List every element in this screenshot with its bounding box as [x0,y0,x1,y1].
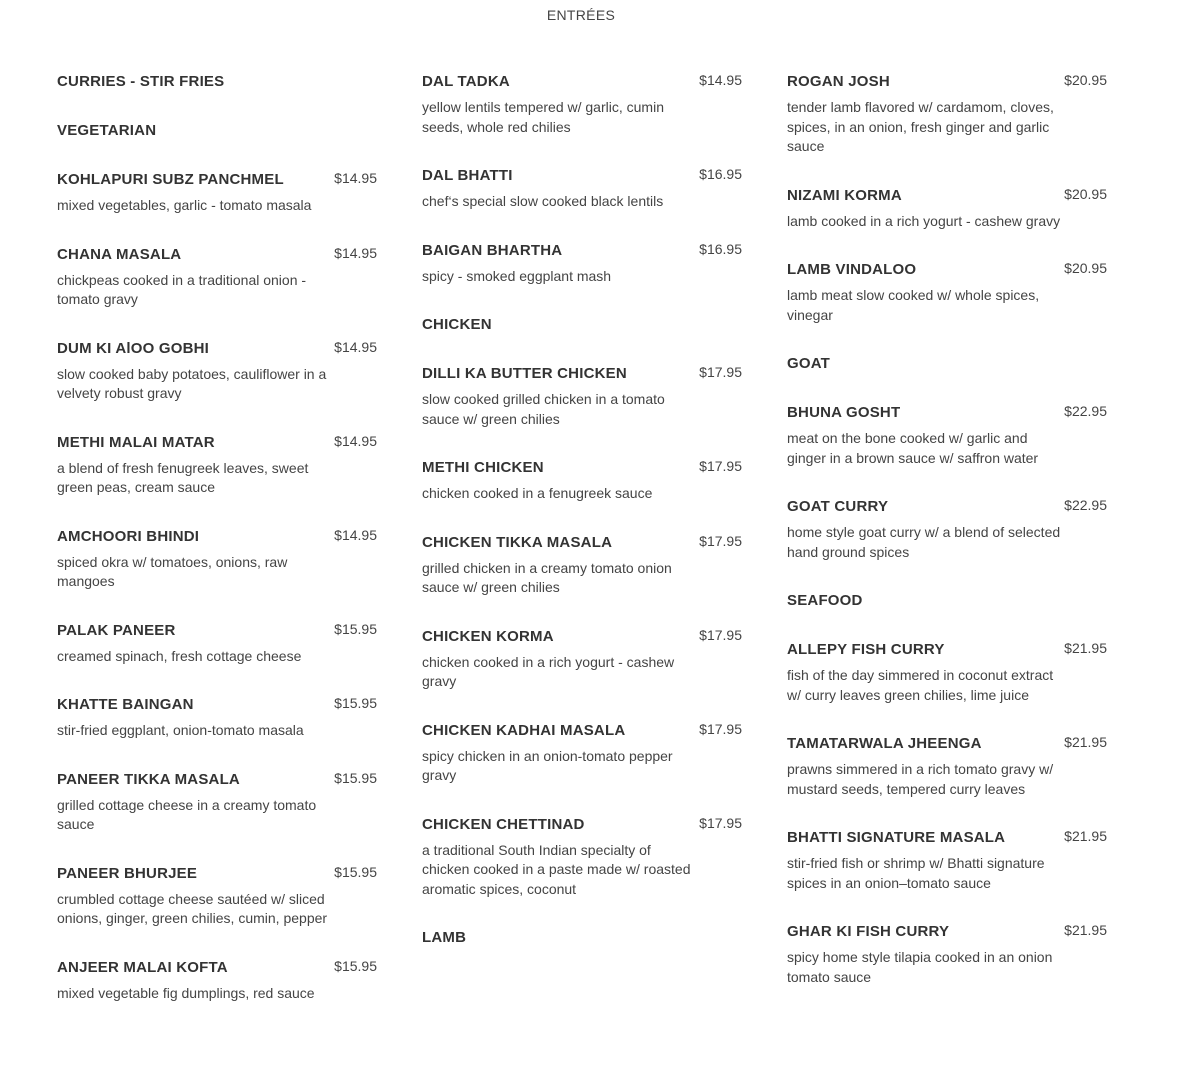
menu-item-header [422,241,742,261]
menu-item [422,627,742,692]
menu-item [422,533,742,598]
menu-item [57,695,377,741]
menu-item-description: mixed vegetables, garlic - tomato masala [57,197,312,213]
menu-item-price: $17.95 [699,364,742,380]
menu-item-price: $14.95 [334,170,377,186]
menu-item-description: creamed spinach, fresh cottage cheese [57,647,302,664]
menu-item [787,72,1107,157]
section-heading: CURRIES - STIR FRIES [57,73,225,90]
menu-item-description: crumbled cottage cheese sautéed w/ sliced onions, ginger, green chilies, cumin, pepper [57,890,328,926]
menu-item-description: home style goat curry w/ a blend of selected hand ground spices [787,524,1061,560]
menu-item-header [422,364,742,384]
section-heading: CHICKEN [422,316,492,333]
menu-item-header [422,458,742,478]
menu-item-name: DAL TADKA [422,73,510,90]
menu-item-description: a traditional South Indian specialty of chicken cooked in a paste made w/ roasted aromatic spices, coconut [422,841,691,897]
menu-item [57,958,377,1004]
menu-item-price: $14.95 [334,338,377,355]
menu-item [422,815,742,900]
menu-item-name: ALLEPY FISH CURRY [787,641,945,658]
menu-item-price: $15.95 [334,769,377,786]
menu-item-header [57,170,377,190]
menu-item [787,734,1107,799]
menu-item-price: $20.95 [1064,185,1107,202]
menu-item [57,339,377,404]
menu-item-name: METHI MALAI MATAR [57,433,215,451]
menu-item-name: DUM KI AlOO GOBHI [57,339,210,357]
menu-item-description: grilled chicken in a creamy tomato onion sauce w/ green chilies [422,559,672,595]
menu-item [57,621,377,667]
menu-item-price: $20.95 [1064,72,1107,88]
menu-item-description: spicy - smoked eggplant mash [422,267,612,284]
menu-item-price: $17.95 [699,626,742,643]
menu-item-header [787,828,1107,848]
menu-item-price: $15.95 [334,695,377,711]
menu-item-name: CHICKEN KORMA [422,627,554,645]
menu-item-name: GOAT CURRY [787,498,889,515]
menu-item [57,245,377,310]
menu-item-description: spicy home style tilapia cooked in an onion tomato sauce [787,949,1053,985]
menu-item-name: DILLI KA BUTTER CHICKEN [422,365,627,382]
menu-item [787,640,1107,705]
menu-item-header [787,72,1107,92]
menu-item-description: stir-fried eggplant, onion-tomato masala [57,722,304,738]
menu-item-description: lamb meat slow cooked w/ whole spices, vinegar [787,287,1040,323]
menu-item-header [422,627,742,647]
menu-item-header [787,260,1107,280]
menu-item-name: AMCHOORI BHINDI [57,527,200,545]
menu-item-header [57,864,377,884]
menu-item [57,170,377,216]
menu-item [422,364,742,429]
menu-item-header [57,245,377,265]
menu-item-description: grilled cottage cheese in a creamy tomato sauce [57,796,317,832]
menu-item-name: CHICKEN CHETTINAD [422,815,585,833]
menu-item-header [57,527,377,547]
menu-item-header [422,815,742,835]
menu-item-header [422,166,742,186]
menu-item-price: $17.95 [699,814,742,831]
menu-column-3 [787,72,1107,1016]
menu-item-description: meat on the bone cooked w/ garlic and ginger in a brown sauce w/ saffron water [787,430,1039,466]
menu-item-name: DAL BHATTI [422,167,513,184]
menu-item-name: ROGAN JOSH [787,73,890,90]
menu-item-price: $15.95 [334,863,377,880]
menu-item-price: $21.95 [1064,922,1107,938]
menu-item-description: chef‘s special slow cooked black lentils [422,193,664,209]
menu-item-price: $14.95 [334,432,377,449]
section-heading: SEAFOOD [787,592,863,609]
menu-item-description: spiced okra w/ tomatoes, onions, raw mangoes [57,553,288,589]
menu-item-header [787,922,1107,942]
menu-item-description: slow cooked grilled chicken in a tomato sauce w/ green chilies [422,391,665,427]
menu-item-header [787,640,1107,660]
menu-item [57,433,377,498]
menu-item [422,72,742,137]
menu-item-name: TAMATARWALA JHEENGA [787,735,982,752]
menu-item-description: stir-fried fish or shrimp w/ Bhatti signature spices in an onion–tomato sauce [787,855,1045,891]
menu-item [57,527,377,592]
menu-item-description: lamb cooked in a rich yogurt - cashew gravy [787,212,1061,229]
menu-item-name: BHATTI SIGNATURE MASALA [787,829,1006,846]
menu-item-header [57,433,377,453]
menu-item-header [57,339,377,359]
menu-item-description: prawns simmered in a rich tomato gravy w/ mustard seeds, tempered curry leaves [787,761,1054,797]
section-heading: GOAT [787,355,831,372]
menu-item-price: $15.95 [334,620,377,637]
menu-item-header [57,958,377,978]
menu-item-description: spicy chicken in an onion-tomato pepper gravy [422,747,673,783]
menu-item-price: $21.95 [1064,828,1107,844]
menu-item [57,864,377,929]
menu-item-price: $17.95 [699,532,742,549]
menu-item-header [57,770,377,790]
menu-item-name: PANEER BHURJEE [57,864,198,882]
section-heading: VEGETARIAN [57,122,157,139]
menu-item [787,260,1107,325]
menu-item-name: KOHLAPURI SUBZ PANCHMEL [57,171,284,188]
menu-item-name: ANJEER MALAI KOFTA [57,958,228,976]
page-title: ENTRÉES [546,7,616,23]
menu-item-header [787,497,1107,517]
menu-item-price: $14.95 [334,526,377,543]
menu-item-description: a blend of fresh fenugreek leaves, sweet green peas, cream sauce [57,459,309,495]
menu-item-price: $14.95 [334,244,377,261]
menu-item-header [787,734,1107,754]
menu-item-header [57,621,377,641]
menu-item-price: $22.95 [1064,497,1107,513]
menu-item-price: $22.95 [1064,403,1107,419]
menu-item-price: $17.95 [699,720,742,737]
menu-item-description: chicken cooked in a fenugreek sauce [422,485,653,501]
menu-item-header [422,533,742,553]
menu-item [57,770,377,835]
menu-item-name: METHI CHICKEN [422,459,544,476]
menu-item-name: CHANA MASALA [57,245,182,263]
menu-item-name: KHATTE BAINGAN [57,696,194,713]
menu-item-price: $16.95 [699,240,742,257]
menu-item-price: $17.95 [699,458,742,474]
menu-item-name: CHICKEN TIKKA MASALA [422,533,613,551]
menu-item-header [787,186,1107,206]
menu-item-name: LAMB VINDALOO [787,261,917,278]
menu-item-header [422,72,742,92]
menu-item-description: slow cooked baby potatoes, cauliflower in a velvety robust gravy [57,365,327,401]
menu-item-description: fish of the day simmered in coconut extract w/ curry leaves green chilies, lime juice [787,667,1054,703]
menu-item-price: $21.95 [1064,734,1107,750]
menu-item-name: PANEER TIKKA MASALA [57,770,240,788]
menu-item-description: chicken cooked in a rich yogurt - cashew gravy [422,653,675,689]
menu-item-description: mixed vegetable fig dumplings, red sauce [57,984,315,1001]
menu-item [422,721,742,786]
menu-item-name: GHAR KI FISH CURRY [787,923,950,940]
menu-item-header [57,695,377,715]
menu-item-name: PALAK PANEER [57,621,176,639]
menu-item-name: BAIGAN BHARTHA [422,241,563,259]
menu-item-price: $20.95 [1064,260,1107,276]
menu-item [422,241,742,287]
menu-item-description: chickpeas cooked in a traditional onion - tomato gravy [57,271,307,307]
menu-item-price: $14.95 [699,72,742,88]
menu-item [422,166,742,212]
menu-column-1 [57,72,377,1032]
menu-item-price: $15.95 [334,957,377,974]
menu-item [787,922,1107,987]
menu-item [787,497,1107,562]
menu-column-2 [422,72,742,977]
menu-item-name: NIZAMI KORMA [787,186,902,204]
section-heading: LAMB [422,929,467,946]
menu-item [787,828,1107,893]
menu-item-name: CHICKEN KADHAI MASALA [422,721,626,739]
menu-item [422,458,742,504]
menu-item-name: BHUNA GOSHT [787,404,901,421]
menu-item [787,186,1107,232]
menu-item-header [787,403,1107,423]
menu-item-price: $21.95 [1064,640,1107,656]
menu-item-description: yellow lentils tempered w/ garlic, cumin seeds, whole red chilies [422,99,664,135]
menu-item [787,403,1107,468]
menu-item-price: $16.95 [699,166,742,182]
menu-item-description: tender lamb flavored w/ cardamom, cloves, spices, in an onion, fresh ginger and garlic sauce [787,99,1054,154]
menu-item-header [422,721,742,741]
